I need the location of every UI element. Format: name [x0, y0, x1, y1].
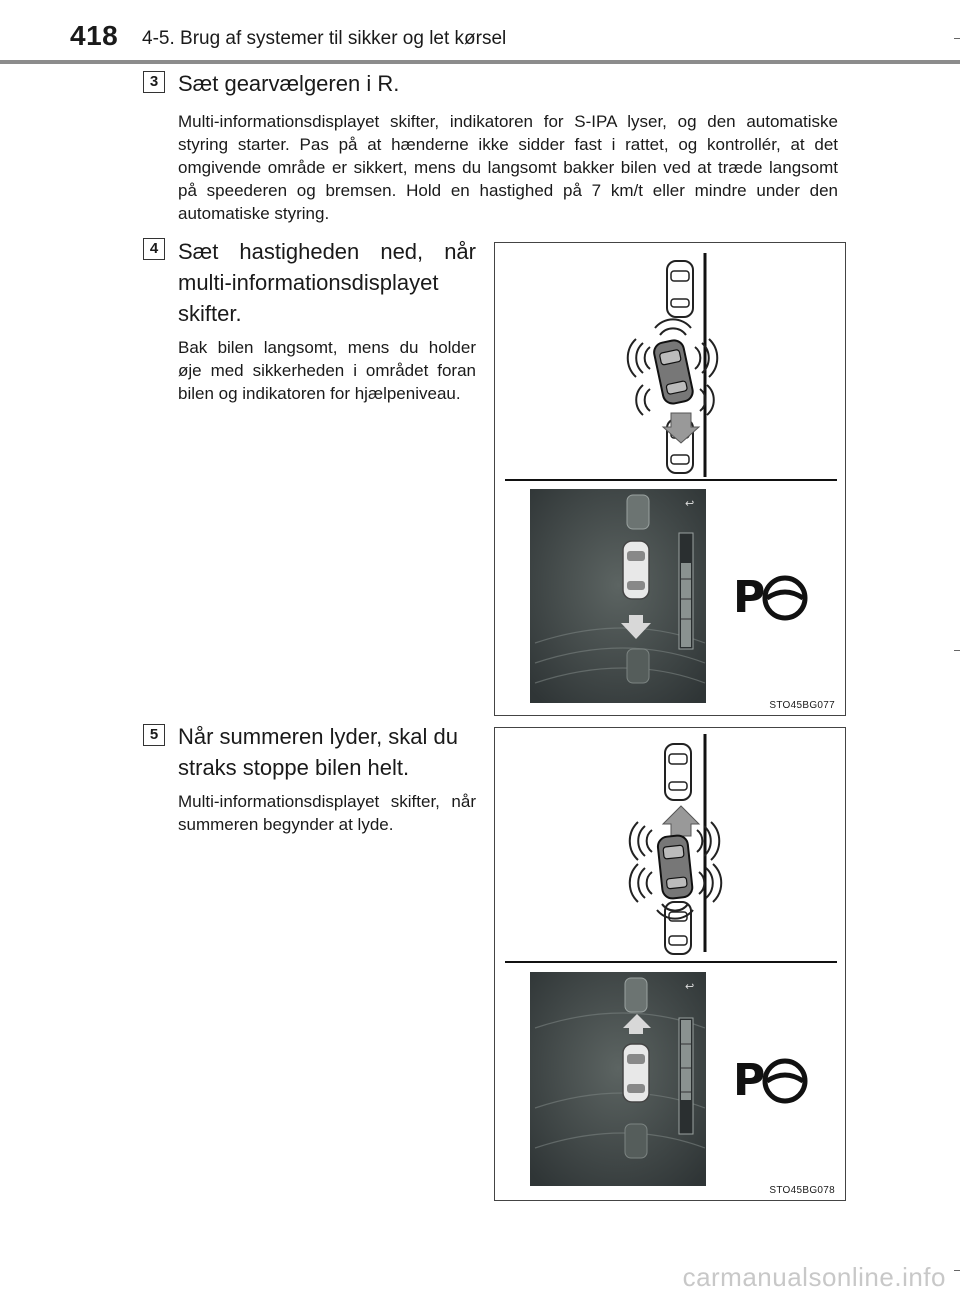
- direction-arrow-up-icon: [663, 806, 699, 836]
- assist-level-indicator: [679, 533, 693, 649]
- crop-mark: [954, 38, 960, 39]
- illustration-svg: [495, 243, 846, 716]
- display-own-car-icon: [623, 541, 649, 599]
- crop-mark: [954, 650, 960, 651]
- display-own-car-icon: [623, 1044, 649, 1102]
- return-icon: ↩: [685, 980, 695, 993]
- step-heading: Når summeren lyder, skal du straks stoppe bilen helt.: [178, 724, 458, 780]
- parked-car-front-icon: [667, 261, 693, 317]
- step-number-badge: 4: [143, 238, 165, 260]
- display-car-ahead-icon: [627, 495, 649, 529]
- svg-text:P: P: [733, 572, 766, 623]
- display-car-behind-icon: [627, 649, 649, 683]
- step-body: Bak bilen langsomt, mens du holder øje med sikkerheden i området foran bilen og indikatoren for hjælpeniveau.: [178, 338, 476, 403]
- display-car-ahead-icon: [625, 978, 647, 1012]
- section-title: 4-5. Brug af systemer til sikker og let kørsel: [142, 28, 507, 49]
- own-car-icon: [657, 835, 693, 900]
- own-car-icon: [652, 339, 694, 406]
- parked-car-front-icon: [665, 744, 691, 800]
- assist-level-indicator: [679, 1018, 693, 1134]
- step-number-badge: 3: [143, 71, 165, 93]
- p-steering-wheel-icon: [733, 1055, 805, 1106]
- step-body: Multi-informationsdisplayet skifter, indikatoren for S-IPA lyser, og den automatiske styring starter. Pas på at hænderne ikke sidder fast i rattet, og kontrollér, at det omgivende område er sikkert, mens du langsomt bakker bilen ved at træde langsomt på speederen og bremsen. Hold en hastighed på 7 km/t eller mindre under den automatiske styring.: [178, 112, 838, 223]
- parking-illustration-stop: [494, 727, 846, 1201]
- header-rule: [0, 60, 960, 64]
- step-number-badge: 5: [143, 724, 165, 746]
- step-body: Multi-informationsdisplayet skifter, når summeren begynder at lyde.: [178, 792, 476, 834]
- display-car-behind-icon: [625, 1124, 647, 1158]
- figure-caption: STO45BG077: [769, 700, 835, 711]
- return-icon: ↩: [685, 497, 695, 510]
- page-number: 418: [70, 20, 119, 51]
- multi-info-display-screen: [530, 489, 706, 703]
- illustration-svg: [495, 728, 846, 1201]
- step-heading: Sæt hastigheden ned, når multi-informationsdisplayet skifter.: [178, 239, 476, 326]
- multi-info-display-screen: [530, 972, 706, 1186]
- watermark-text: carmanualsonline.info: [682, 1262, 946, 1292]
- step-heading: Sæt gearvælgeren i R.: [178, 71, 400, 96]
- figure-caption: STO45BG078: [769, 1185, 835, 1196]
- parking-illustration-reverse: [494, 242, 846, 716]
- p-steering-wheel-icon: [733, 572, 805, 623]
- svg-text:P: P: [733, 1055, 766, 1106]
- crop-mark: [954, 1270, 960, 1271]
